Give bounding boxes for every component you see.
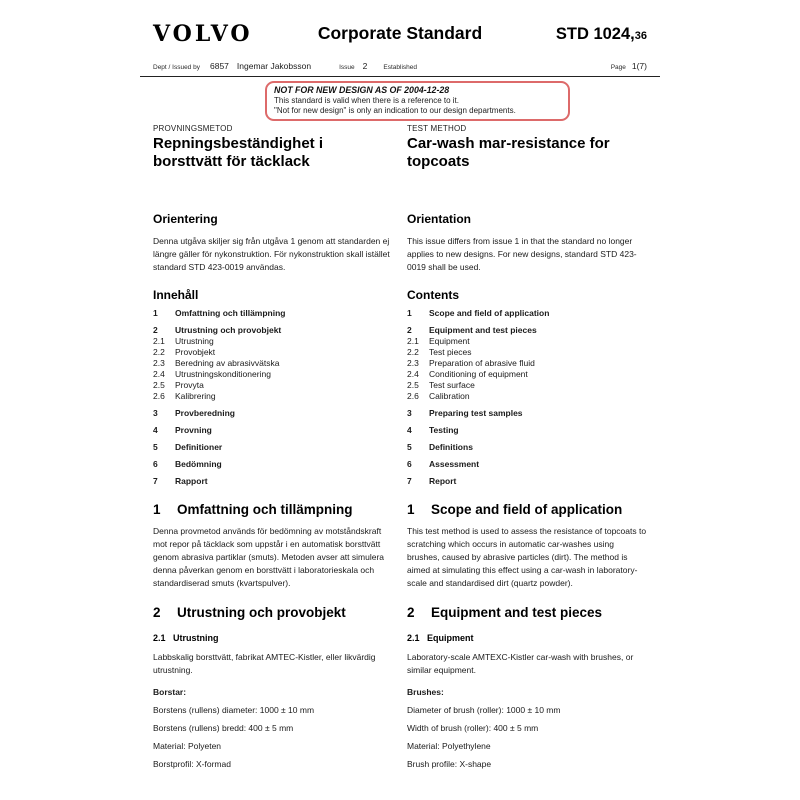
swedish-title: Repningsbeständighet i borsttvätt för täcklack [153, 135, 324, 170]
document-type-title: Corporate Standard [317, 23, 483, 43]
swedish-contents-heading: Innehåll [153, 288, 199, 302]
toc-item: 2.6 Kalibrering [153, 391, 216, 401]
swedish-orientation-body: Denna utgåva skiljer sig från utgåva 1 genom att standarden ej längre gäller för nykonstruktion. För nykonstruktion skall istället standard STD 423-0019 användas. [153, 236, 390, 272]
notice-line-1: This standard is valid when there is a reference to it. [274, 96, 459, 105]
toc-item: 1 Scope and field of application [407, 308, 550, 318]
established-label: Established [383, 64, 417, 71]
swedish-contents [153, 288, 393, 487]
toc-item: 2.2 Test pieces [407, 347, 472, 357]
toc-item: 2 Equipment and test pieces [407, 325, 537, 335]
standard-number-suffix: 36 [634, 30, 647, 42]
notice-title: NOT FOR NEW DESIGN AS OF 2004-12-28 [274, 85, 450, 95]
spec-line: Width of brush (roller): 400 ± 5 mm [407, 723, 539, 733]
section2-block [140, 605, 660, 769]
document-page [140, 10, 660, 769]
toc-item: 2.1 Equipment [407, 336, 470, 346]
orientation-block [140, 212, 660, 274]
spec-line: Diameter of brush (roller): 1000 ± 10 mm [407, 705, 561, 715]
toc-item: 2.3 Preparation of abrasive fluid [407, 358, 535, 368]
english-toc [407, 308, 647, 487]
swedish-section2-subheading: 2.1 Utrustning [153, 633, 219, 643]
toc-item: 2.4 Conditioning of equipment [407, 369, 528, 379]
header-divider [140, 76, 660, 77]
toc-item: 2.5 Test surface [407, 380, 475, 390]
issued-by-name: Ingemar Jakobsson [236, 61, 312, 71]
swedish-orientation [153, 212, 393, 274]
toc-item: 1 Omfattning och tillämpning [153, 308, 286, 318]
swedish-toc [153, 308, 393, 487]
swedish-orientation-heading: Orientering [153, 212, 218, 226]
document-header [140, 10, 660, 48]
spec-line: Borstens (rullens) diameter: 1000 ± 10 mm [153, 705, 315, 715]
english-section1-body: This test method is used to assess the resistance of topcoats to scratching which occurs in automatic car-washes using brushes, caused by abrasive particles (dirt). The method is aimed at simulating this effect using a car-wash in laboratory-scale and standardised dirt (quartz powder). [407, 526, 647, 588]
english-orientation-heading: Orientation [407, 212, 472, 226]
toc-item: 2.6 Calibration [407, 391, 470, 401]
toc-item: 2.3 Beredning av abrasivvätska [153, 358, 280, 368]
issue-value: 2 [362, 61, 368, 71]
standard-number [556, 22, 647, 48]
title-block [140, 121, 660, 170]
page-label: Page [610, 64, 626, 71]
english-contents [407, 288, 647, 487]
spec-line: Material: Polyeten [153, 741, 222, 751]
english-section2-subheading: 2.1 Equipment [407, 633, 474, 643]
swedish-section2-body: Labbskalig borsttvätt, fabrikat AMTEC-Kistler, eller likvärdig utrustning. [153, 652, 376, 675]
english-orientation-body: This issue differs from issue 1 in that the standard no longer applies to new designs. For new designs, standard STD 423-0019 shall be used. [407, 236, 637, 272]
swedish-title-cell [153, 121, 393, 170]
toc-item: 5 Definitions [407, 442, 473, 452]
toc-item: 7 Report [407, 476, 457, 486]
page-value: 1(7) [631, 61, 647, 71]
spec-line: Borstens (rullens) bredd: 400 ± 5 mm [153, 723, 294, 733]
swedish-section2 [153, 605, 393, 769]
toc-item: 5 Definitioner [153, 442, 223, 452]
toc-item: 4 Provning [153, 425, 212, 435]
english-kicker: TEST METHOD [407, 124, 467, 133]
swedish-specs-heading: Borstar: [153, 687, 187, 697]
spec-line: Borstprofil: X-formad [153, 759, 231, 769]
toc-item: 4 Testing [407, 425, 459, 435]
toc-item: 3 Provberedning [153, 408, 235, 418]
toc-item: 2.4 Utrustningskonditionering [153, 369, 271, 379]
dept-code: 6857 [209, 61, 229, 71]
english-section2-heading: 2 Equipment and test pieces [407, 605, 603, 620]
english-section2 [407, 605, 647, 769]
english-specs-heading: Brushes: [407, 687, 444, 697]
spec-line: Brush profile: X-shape [407, 759, 492, 769]
toc-item: 6 Bedömning [153, 459, 222, 469]
toc-item: 2.2 Provobjekt [153, 347, 216, 357]
spec-line: Material: Polyethylene [407, 741, 491, 751]
toc-item: 2 Utrustning och provobjekt [153, 325, 282, 335]
notice-box [265, 81, 570, 121]
contents-block [140, 288, 660, 487]
toc-item: 7 Rapport [153, 476, 208, 486]
english-orientation [407, 212, 647, 274]
meta-row [140, 48, 660, 71]
volvo-logo: VOLVO [153, 21, 253, 47]
toc-item: 2.5 Provyta [153, 380, 204, 390]
english-section2-body: Laboratory-scale AMTEXC-Kistler car-wash with brushes, or similar equipment. [407, 652, 634, 675]
swedish-section2-heading: 2 Utrustning och provobjekt [153, 605, 346, 620]
swedish-kicker: PROVNINGSMETOD [153, 124, 233, 133]
swedish-section1-body: Denna provmetod används för bedömning av motståndskraft mot repor på täcklack som uppstår i en automatisk borsttvätt genom abrasiva partiklar (smuts). Metoden avser att simulera denna påverkan genom en borsttvätt i laboratorieskala och standardiserad smuts (kvartspulver). [153, 526, 385, 588]
swedish-section1 [153, 502, 393, 590]
toc-item: 3 Preparing test samples [407, 408, 523, 418]
toc-item: 6 Assessment [407, 459, 480, 469]
standard-number-main: STD 1024, [555, 25, 635, 43]
english-title: Car-wash mar-resistance for topcoats [407, 135, 610, 170]
english-section1 [407, 502, 647, 590]
swedish-section1-heading: 1 Omfattning och tillämpning [153, 502, 353, 517]
english-contents-heading: Contents [407, 288, 459, 302]
toc-item: 2.1 Utrustning [153, 336, 214, 346]
english-section1-heading: 1 Scope and field of application [407, 502, 623, 517]
english-title-cell [407, 121, 647, 170]
notice-line-2: "Not for new design" is only an indication to our design departments. [274, 105, 516, 115]
dept-label: Dept / Issued by [153, 64, 200, 71]
issue-label: Issue [339, 64, 355, 71]
section1-block [140, 502, 660, 590]
